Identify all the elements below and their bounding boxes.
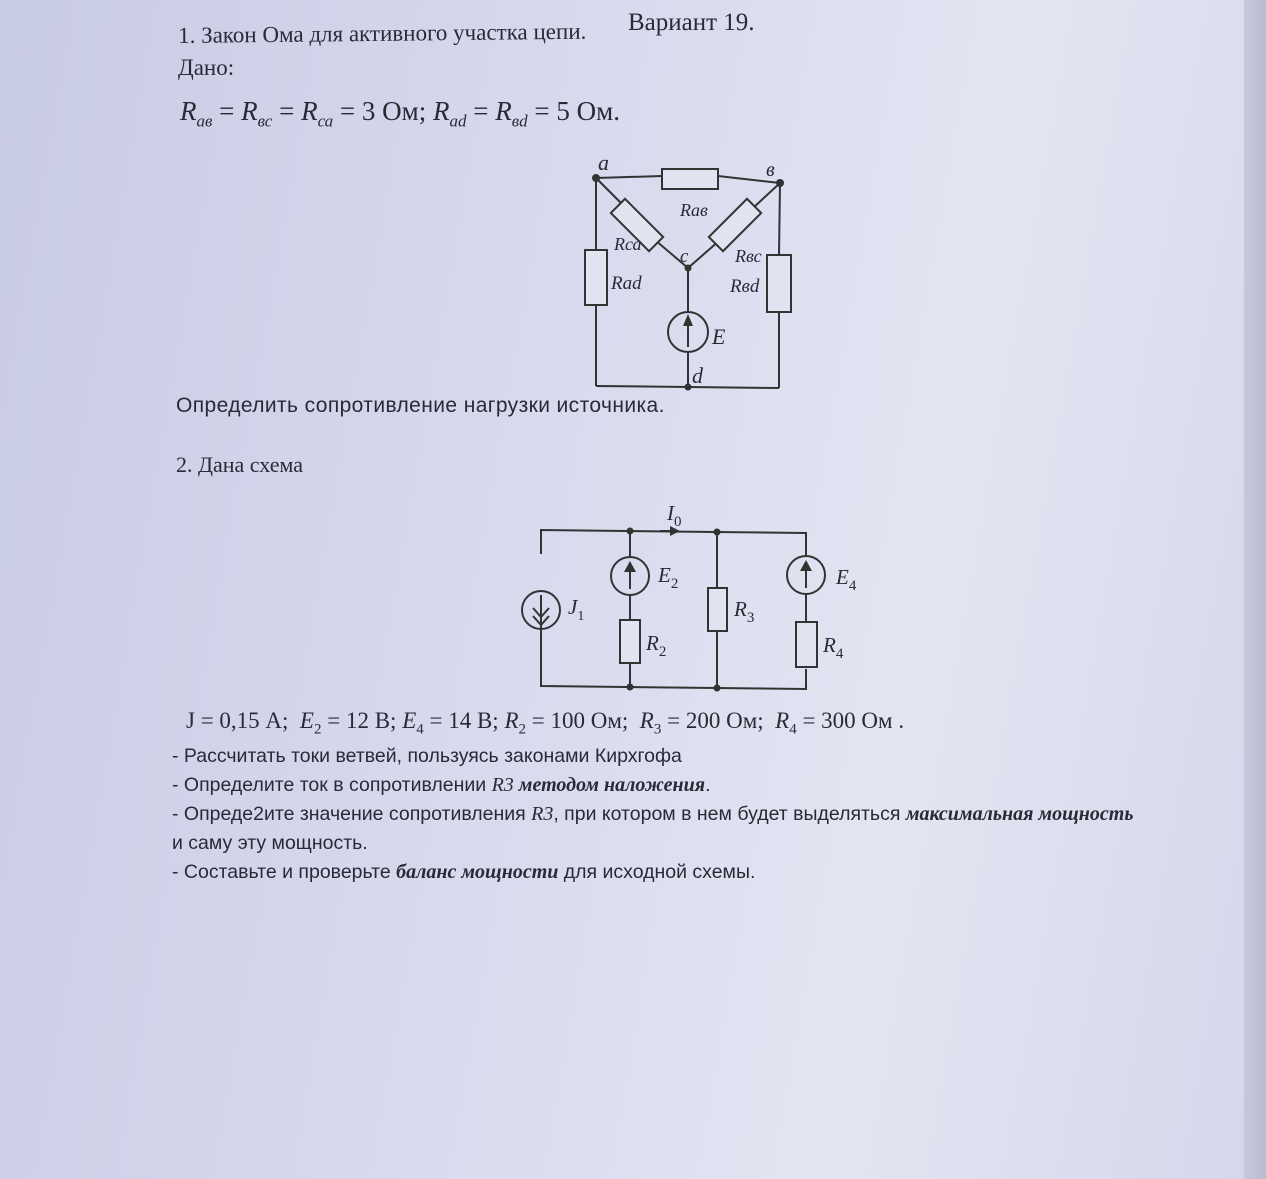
problem1-task: Определить сопротивление нагрузки источника. — [176, 394, 665, 417]
variant-heading: Вариант 19. — [628, 9, 755, 36]
problem1-title: 1. Закон Ома для активного участка цепи. — [177, 18, 587, 48]
r3-label: $R_3$ — [734, 597, 755, 626]
i0-label: $I_0$ — [667, 501, 682, 530]
node-c-label: c — [680, 246, 689, 267]
page-edge — [1244, 0, 1266, 1179]
circuit-diagram-1 — [560, 150, 810, 395]
problem2-title: 2. Дана схема — [176, 452, 304, 477]
e2-label: $E_2$ — [658, 563, 679, 592]
r2-label: $R_2$ — [646, 631, 667, 660]
source-e-label: E — [712, 324, 726, 349]
node-d-label: d — [692, 363, 703, 388]
problem2-given-formula: J = 0,15 А; $E_2 = 12$ В; $E_4 = 14$ В; $R_2 = 100$ Ом; $R_3 = 200$ Ом; $R_4 = 300$ Ом . — [186, 708, 905, 738]
r-ca-label: Rса — [614, 234, 642, 254]
problem2-task-list — [172, 742, 1147, 887]
r-ad-label: Rad — [611, 273, 642, 294]
circuit-diagram-2 — [505, 490, 875, 695]
j1-label: $J_1$ — [568, 595, 585, 624]
task-max-power: - Опреде2ите значение сопротивления R3, при котором в нем будет выделяться максимальная мощность и саму эту мощность. — [172, 803, 1134, 854]
r-bd-label: Rвd — [730, 276, 760, 297]
problem1-given-formula: $R_{ав} = R_{вс} = R_{са} = 3$ Ом; $R_{ad} = R_{вd} = 5$ Ом. — [180, 96, 620, 131]
task-power-balance: - Составьте и проверьте баланс мощности для исходной схемы. — [172, 861, 756, 883]
r4-label: $R_4$ — [823, 633, 844, 662]
problem1-given-label: Дано: — [178, 55, 235, 80]
node-b-label: в — [766, 159, 775, 181]
r-bc-label: Rвс — [735, 246, 762, 266]
node-a-label: a — [598, 150, 609, 175]
e4-label: $E_4$ — [836, 565, 857, 594]
r-ab-label: Rав — [680, 200, 708, 220]
task-superposition: - Определите ток в сопротивлении R3 методом наложения. — [172, 774, 711, 796]
task-kirchhoff: - Рассчитать токи ветвей, пользуясь законами Кирхгофа — [172, 745, 682, 767]
